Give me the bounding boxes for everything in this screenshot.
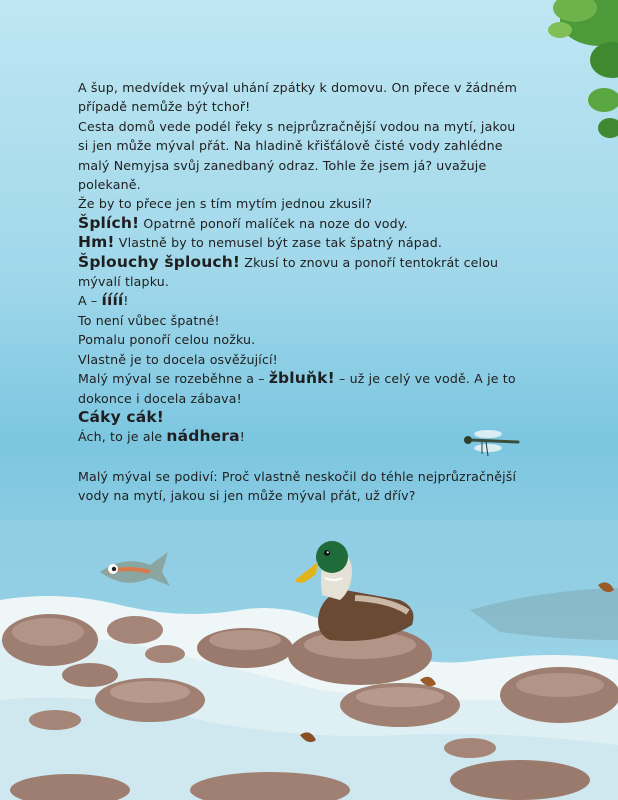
story-text-run: A – <box>78 293 102 309</box>
story-line <box>78 233 548 252</box>
story-text-run: Ách, to je ale <box>78 429 167 445</box>
story-line: dokonce i docela zábava! <box>78 390 242 406</box>
story-line <box>78 253 548 272</box>
story-text-run: ! <box>239 429 245 445</box>
sound-word-nadhera: nádhera <box>166 427 240 446</box>
sound-word-hm: Hm! <box>78 233 115 252</box>
story-line: vody na mytí, jakou si jen může mýval přát, už dřív? <box>78 488 416 504</box>
story-line: Cesta domů vede podél řeky s nejprůzračnější vodou na mytí, jakou <box>78 118 516 134</box>
story-line <box>78 408 548 427</box>
story-line: Pomalu ponoří celou nožku. <box>78 332 256 348</box>
paragraph-gap <box>78 447 548 467</box>
story-line: Že by to přece jen s tím mytím jednou zkusil? <box>78 196 373 212</box>
story-line: A šup, medvídek mýval uhání zpátky k domovu. On přece v žádném <box>78 80 517 95</box>
story-text-run: Malý mýval se rozeběhne a – <box>78 371 269 387</box>
story-text-run: ! <box>123 293 129 309</box>
sound-word-splouchy: Šplouchy šplouch! <box>78 252 241 271</box>
story-line: si jen může mýval přát. Na hladině křišťálově čisté vody zahlédne <box>78 138 503 154</box>
story-text-run: Zkusí to znovu a ponoří tentokrát celou <box>240 254 499 270</box>
story-line: To není vůbec špatné! <box>78 312 220 328</box>
story-text-run: Vlastně by to nemusel být zase tak špatný nápad. <box>114 235 442 251</box>
story-line <box>78 427 548 446</box>
sound-word-zblunk: žbluňk! <box>268 369 335 388</box>
story-line: malý Nemyjsa svůj zanedbaný odraz. Tohle že jsem já? uvažuje <box>78 157 487 173</box>
story-line <box>78 214 548 233</box>
story-text-run: – už je celý ve vodě. A je to <box>334 371 516 387</box>
sound-word-iiii: íííí <box>101 291 124 310</box>
story-line <box>78 291 548 310</box>
tree-foliage <box>548 0 618 138</box>
story-line <box>78 369 548 388</box>
sound-word-caky: Cáky cák! <box>78 407 165 426</box>
story-line: Malý mýval se podiví: Proč vlastně neskočil do téhle nejprůzračnější <box>78 468 517 484</box>
story-text-run: Opatrně ponoří malíček na noze do vody. <box>139 215 408 231</box>
story-line: případě nemůže být tchoř! <box>78 99 251 115</box>
sound-word-splich: Šplích! <box>78 213 140 232</box>
story-text <box>78 78 548 506</box>
story-line: polekaně. <box>78 177 141 193</box>
story-line: Vlastně je to docela osvěžující! <box>78 351 278 367</box>
story-line: mývalí tlapku. <box>78 274 170 290</box>
